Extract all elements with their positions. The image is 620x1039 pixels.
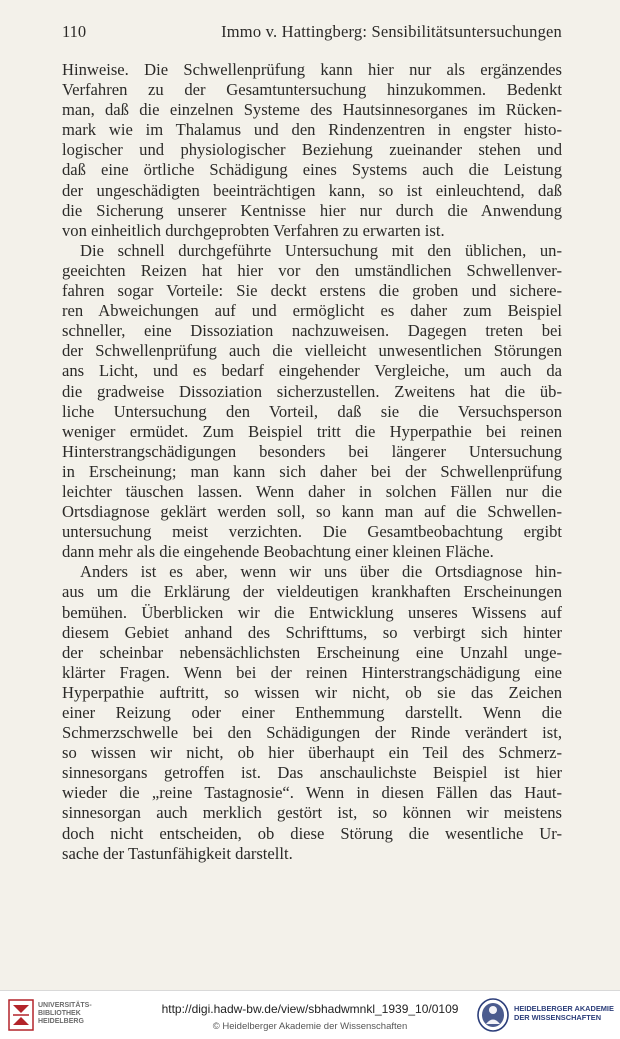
text-line: Die schnell durchgeführte Untersuchung mit den üblichen, un- — [80, 240, 562, 260]
text-line: Ortsdiagnose geklärt werden soll, so kann man auf die Schwellen- — [62, 502, 562, 522]
text-line: doch nicht entscheiden, ob diese Störung die wesentliche Ur- — [62, 823, 562, 843]
text-line: sache der Tastunfähigkeit darstellt. — [62, 843, 293, 863]
text-line: fahren sogar Vorteile: Sie deckt erstens die groben und sichere- — [62, 281, 562, 301]
copyright-notice: © Heidelberger Akademie der Wissenschaften — [212, 1021, 408, 1032]
text-line: geeichten Reizen hat hier vor den umständlichen Schwellenver- — [62, 260, 562, 280]
paragraph — [62, 60, 562, 241]
text-line: aus um die Erklärung der vieldeutigen krankhaften Erscheinungen — [62, 582, 562, 602]
page-number: 110 — [62, 22, 87, 41]
text-line: Schmerzschwelle bei den Schädigungen der Rinde verändert ist, — [62, 723, 562, 743]
text-line: die gradweise Dissoziation sicherzustellen. Zweitens hat die üb- — [62, 381, 562, 401]
text-line: die Sicherung unserer Kentnisse hier nur durch die Anwendung — [62, 200, 562, 220]
page-header — [62, 18, 562, 42]
text-line: ren Abweichungen auf und ermöglicht es daher zum Beispiel — [62, 301, 562, 321]
text-line: Anders ist es aber, wenn wir uns über die Ortsdiagnose hin- — [80, 562, 562, 582]
text-line: Hinterstrangschädigungen besonders bei längerer Untersuchung — [62, 441, 562, 461]
paragraph — [62, 241, 562, 563]
library-name-line: HEIDELBERG — [38, 1018, 84, 1025]
text-line: daß eine örtliche Schädigung eines Systems auch die Leistung — [62, 160, 562, 180]
text-line: ans Licht, und es bedarf eingehender Vergleiche, um auch da — [62, 361, 562, 381]
academy-name-line: HEIDELBERGER AKADEMIE — [514, 1004, 614, 1013]
text-line: liche Untersuchung den Vorteil, daß sie die Versuchsperson — [62, 401, 562, 421]
text-line: dann mehr als die eingehende Beobachtung einer kleinen Fläche. — [62, 542, 494, 562]
library-name-line: UNIVERSITÄTS- — [38, 1002, 92, 1009]
text-line: der scheinbar nebensächlichsten Erscheinung eine Unzahl unge- — [62, 642, 562, 662]
text-line: wieder die „reine Tastagnosie“. Wenn in diesen Fällen das Haut- — [62, 783, 562, 803]
text-line: Hinweise. Die Schwellenprüfung kann hier nur als ergänzendes — [62, 60, 562, 79]
text-line: Hyperpathie auftritt, so wissen wir nicht, ob sie das Zeichen — [62, 682, 562, 702]
text-line: von einheitlich durchgeprobten Verfahren zu erwarten ist. — [62, 220, 445, 240]
text-line: der ungeschädigten beeinträchtigen kann, so ist einleuchtend, daß — [62, 180, 562, 200]
text-line: der Schwellenprüfung auch die vielleicht unwesentlichen Störungen — [62, 341, 562, 361]
text-line: klärter Fragen. Wenn bei der reinen Hinterstrangschädigung eine — [62, 662, 562, 682]
text-line: schneller, eine Dissoziation nachzuweisen. Dagegen treten bei — [62, 321, 562, 341]
body-text — [62, 60, 562, 864]
document-url-link[interactable]: http://digi.hadw-bw.de/view/sbhadwmnkl_1939_10/0109 — [161, 1002, 459, 1016]
text-line: Verfahren zu der Gesamtuntersuchung hinzukommen. Bedenkt — [62, 80, 562, 100]
text-line: einer Reizung oder einer Enthemmung darstellt. Wenn die — [62, 703, 562, 722]
text-line: bemühen. Überblicken wir die Entwicklung unseres Wissens auf — [62, 602, 562, 622]
library-name-line: BIBLIOTHEK — [38, 1010, 81, 1017]
academy-name — [514, 1004, 618, 1022]
text-line: in Erscheinung; man kann sich daher bei der Schwellenprüfung — [62, 461, 562, 481]
text-line: leichter täuschen lassen. Wenn daher in solchen Fällen nur die — [62, 481, 562, 501]
academy-name-line: DER WISSENSCHAFTEN — [514, 1013, 602, 1022]
text-line: so wissen wir nicht, ob hier überhaupt ein Teil des Schmerz- — [62, 743, 562, 763]
text-line: diesem Gebiet anhand des Schrifttums, so verbirgt sich hinter — [62, 622, 562, 642]
text-line: logischer und physiologischer Beziehung zueinander stehen und — [62, 140, 562, 160]
running-title: Immo v. Hattingberg: Sensibilitätsuntersuchungen — [221, 22, 562, 41]
text-line: sinnesorgan auch merklich gestört ist, so können wir meistens — [62, 803, 562, 823]
text-line: untersuchung meist verzichten. Die Gesamtbeobachtung ergibt — [62, 522, 562, 542]
viewer-footer — [0, 990, 620, 1039]
text-line: man, daß die einzelnen Systeme des Hautsinnesorganes im Rücken- — [62, 100, 562, 120]
paragraph — [62, 562, 562, 863]
text-line: sinnesorgans getroffen ist. Das anschaulichste Beispiel ist hier — [62, 763, 562, 783]
academy-seal-icon[interactable] — [477, 998, 509, 1032]
text-line: mark wie im Thalamus und den Rindenzentren in engster histo- — [62, 120, 562, 140]
text-line: weniger ermüdet. Zum Beispiel tritt die Hyperpathie bei reinen — [62, 421, 562, 441]
